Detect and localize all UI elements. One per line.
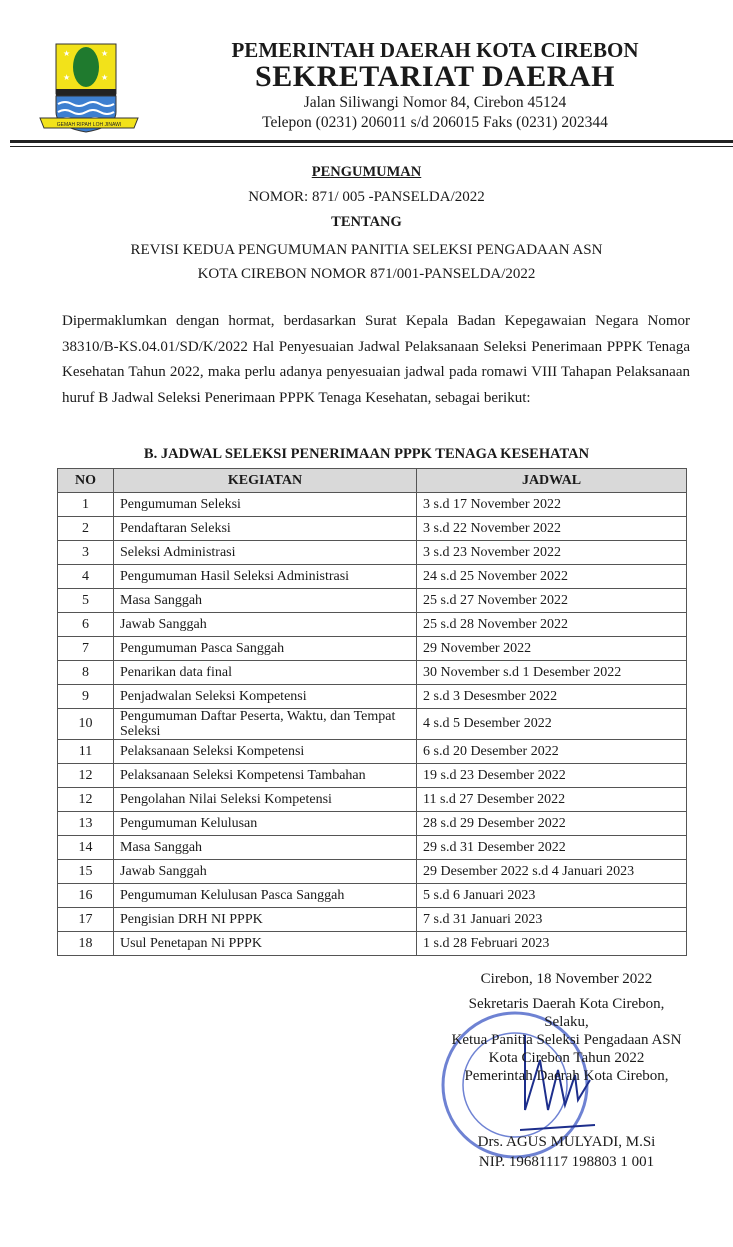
table-row: [58, 932, 687, 956]
table-row: [58, 517, 687, 541]
office-name: SEKRETARIAT DAERAH: [255, 60, 615, 93]
row-schedule: 3 s.d 17 November 2022: [417, 493, 687, 517]
table-row: [58, 565, 687, 589]
row-schedule: 29 Desember 2022 s.d 4 Januari 2023: [417, 860, 687, 884]
city-logo: [38, 42, 142, 134]
row-schedule: 28 s.d 29 Desember 2022: [417, 812, 687, 836]
signer-title-4: Kota Cirebon Tahun 2022: [488, 1050, 645, 1066]
table-row: [58, 884, 687, 908]
row-number: 9: [58, 685, 114, 709]
row-number: 13: [58, 812, 114, 836]
row-activity: Pelaksanaan Seleksi Kompetensi: [114, 740, 417, 764]
row-schedule: 11 s.d 27 Desember 2022: [417, 788, 687, 812]
row-number: 3: [58, 541, 114, 565]
schedule-table: [57, 468, 687, 956]
doc-subject-1: REVISI KEDUA PENGUMUMAN PANITIA SELEKSI PENGADAAN ASN: [130, 242, 603, 258]
table-row: [58, 493, 687, 517]
row-number: 2: [58, 517, 114, 541]
table-row: [58, 740, 687, 764]
body-paragraph: Dipermaklumkan dengan hormat, berdasarkan Surat Kepala Badan Kepegawaian Negara Nomor 38310/B-KS.04.01/SD/K/2022 Hal Penyesuaian Jadwal Pelaksanaan Seleksi Penerimaan PPPK Tenaga Kesehatan Tahun 2022, maka perlu adanya penyesuaian jadwal pada romawi VIII Tahapan Pelaksanaan huruf B Jadwal Seleksi Penerimaan PPPK Tenaga Kesehatan, sebagai berikut:: [62, 313, 690, 406]
row-number: 1: [58, 493, 114, 517]
row-activity: Usul Penetapan Ni PPPK: [114, 932, 417, 956]
row-activity: Jawab Sanggah: [114, 860, 417, 884]
place-date: Cirebon, 18 November 2022: [480, 971, 653, 987]
row-schedule: 29 November 2022: [417, 637, 687, 661]
row-number: 17: [58, 908, 114, 932]
row-number: 11: [58, 740, 114, 764]
row-schedule: 25 s.d 28 November 2022: [417, 613, 687, 637]
address: Jalan Siliwangi Nomor 84, Cirebon 45124: [303, 94, 567, 111]
table-row: [58, 685, 687, 709]
table-row: [58, 764, 687, 788]
row-schedule: 3 s.d 23 November 2022: [417, 541, 687, 565]
row-activity: Pengumuman Hasil Seleksi Administrasi: [114, 565, 417, 589]
row-number: 8: [58, 661, 114, 685]
row-schedule: 7 s.d 31 Januari 2023: [417, 908, 687, 932]
signer-name: Drs. AGUS MULYADI, M.Si: [477, 1134, 656, 1150]
col-jadwal: JADWAL: [417, 469, 687, 493]
row-schedule: 1 s.d 28 Februari 2023: [417, 932, 687, 956]
row-number: 16: [58, 884, 114, 908]
row-activity: Pelaksanaan Seleksi Kompetensi Tambahan: [114, 764, 417, 788]
table-row: [58, 709, 687, 740]
phone: Telepon (0231) 206011 s/d 206015 Faks (0231) 202344: [262, 114, 608, 131]
table-row: [58, 788, 687, 812]
divider: [10, 146, 733, 147]
row-schedule: 5 s.d 6 Januari 2023: [417, 884, 687, 908]
row-activity: Pengumuman Pasca Sanggah: [114, 637, 417, 661]
table-row: [58, 908, 687, 932]
col-no: NO: [58, 469, 114, 493]
signer-nip: NIP. 19681117 198803 1 001: [478, 1154, 655, 1170]
row-number: 7: [58, 637, 114, 661]
signer-title-2: Selaku,: [544, 1014, 589, 1030]
svg-text:★: ★: [101, 73, 109, 82]
doc-heading: PENGUMUMAN: [311, 164, 422, 180]
table-row: [58, 541, 687, 565]
row-activity: Pengumuman Seleksi: [114, 493, 417, 517]
row-number: 10: [58, 709, 114, 740]
svg-text:★: ★: [101, 49, 109, 58]
row-schedule: 25 s.d 27 November 2022: [417, 589, 687, 613]
table-row: [58, 613, 687, 637]
signer-title-1: Sekretaris Daerah Kota Cirebon,: [468, 996, 665, 1012]
row-schedule: 29 s.d 31 Desember 2022: [417, 836, 687, 860]
row-activity: Masa Sanggah: [114, 589, 417, 613]
logo-motto: GEMAH RIPAH LOH JINAWI: [56, 122, 122, 128]
row-activity: Pengisian DRH NI PPPK: [114, 908, 417, 932]
row-number: 14: [58, 836, 114, 860]
table-row: [58, 589, 687, 613]
row-number: 5: [58, 589, 114, 613]
row-schedule: 24 s.d 25 November 2022: [417, 565, 687, 589]
row-schedule: 4 s.d 5 Desember 2022: [417, 709, 687, 740]
gov-name: PEMERINTAH DAERAH KOTA CIREBON: [231, 38, 639, 62]
row-activity: Seleksi Administrasi: [114, 541, 417, 565]
row-activity: Pendaftaran Seleksi: [114, 517, 417, 541]
table-row: [58, 661, 687, 685]
row-activity: Pengolahan Nilai Seleksi Kompetensi: [114, 788, 417, 812]
row-number: 12: [58, 764, 114, 788]
row-activity: Pengumuman Daftar Peserta, Waktu, dan Tempat Seleksi: [114, 709, 417, 740]
table-row: [58, 812, 687, 836]
table-row: [58, 836, 687, 860]
table-row: [58, 860, 687, 884]
table-header: [58, 469, 687, 493]
table-title: B. JADWAL SELEKSI PENERIMAAN PPPK TENAGA KESEHATAN: [143, 446, 590, 462]
signer-title-5: Pemerintah Daerah Kota Cirebon,: [464, 1068, 669, 1084]
row-number: 12: [58, 788, 114, 812]
row-activity: Penarikan data final: [114, 661, 417, 685]
row-activity: Jawab Sanggah: [114, 613, 417, 637]
table-row: [58, 637, 687, 661]
svg-text:★: ★: [63, 49, 71, 58]
row-number: 4: [58, 565, 114, 589]
divider: [10, 140, 733, 143]
row-schedule: 30 November s.d 1 Desember 2022: [417, 661, 687, 685]
row-number: 18: [58, 932, 114, 956]
doc-subject-2: KOTA CIREBON NOMOR 871/001-PANSELDA/2022: [197, 266, 536, 282]
row-activity: Penjadwalan Seleksi Kompetensi: [114, 685, 417, 709]
row-activity: Pengumuman Kelulusan: [114, 812, 417, 836]
row-activity: Pengumuman Kelulusan Pasca Sanggah: [114, 884, 417, 908]
signer-title-3: Ketua Panitia Seleksi Pengadaan ASN: [451, 1032, 682, 1048]
doc-number: NOMOR: 871/ 005 -PANSELDA/2022: [248, 189, 485, 205]
row-schedule: 19 s.d 23 Desember 2022: [417, 764, 687, 788]
row-number: 6: [58, 613, 114, 637]
col-kegiatan: KEGIATAN: [114, 469, 417, 493]
row-number: 15: [58, 860, 114, 884]
svg-text:★: ★: [63, 73, 71, 82]
doc-about: TENTANG: [331, 214, 402, 230]
row-activity: Masa Sanggah: [114, 836, 417, 860]
row-schedule: 3 s.d 22 November 2022: [417, 517, 687, 541]
row-schedule: 2 s.d 3 Desesmber 2022: [417, 685, 687, 709]
row-schedule: 6 s.d 20 Desember 2022: [417, 740, 687, 764]
